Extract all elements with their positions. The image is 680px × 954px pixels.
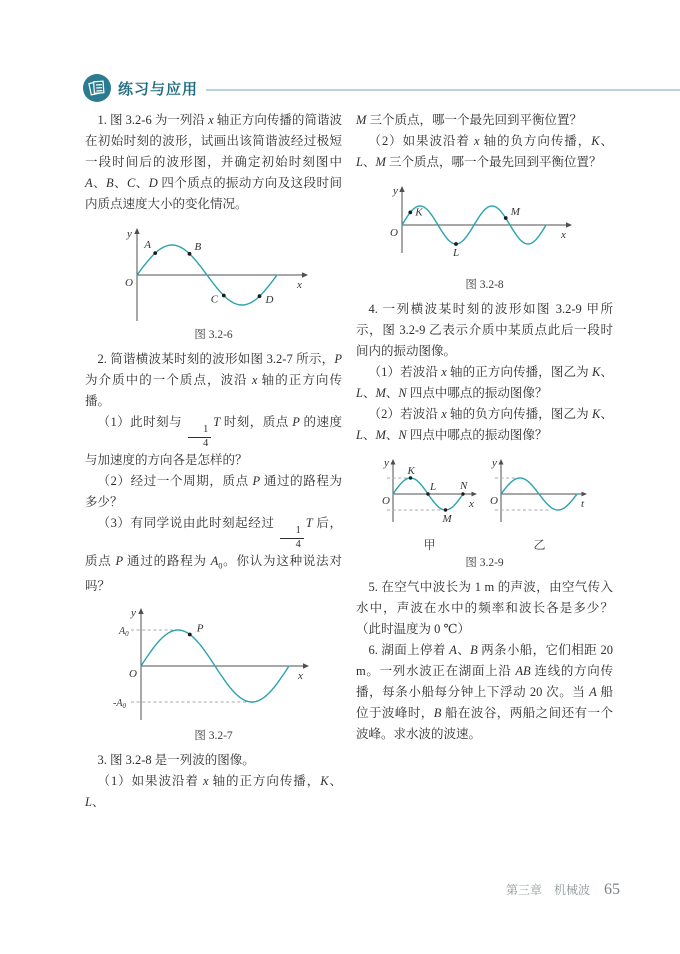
x-axis-arrow bbox=[581, 492, 587, 497]
point-dot-D bbox=[258, 294, 262, 298]
point-dot-M bbox=[504, 216, 508, 220]
question-2-text: 2. 简谐横波某时刻的波形如图 3.2-7 所示，P 为介质中的一个质点，波沿 x 轴的正方向传播。 bbox=[85, 352, 342, 408]
figure-3-2-8 bbox=[356, 183, 613, 293]
wave-plot-329-jia bbox=[379, 456, 481, 538]
figure-3-2-9 bbox=[356, 456, 613, 571]
question-1-text: 1. 图 3.2-6 为一列沿 x 轴正方向传播的简谐波在初始时刻的波形，试画出该简谐波经过极短一段时间后的波形图，并确定初始时刻图中 A、B、C、D 四个质点的振动方向及这段时间内质点速度大小的变化情况。 bbox=[85, 113, 342, 211]
point-label-P: P bbox=[196, 622, 204, 635]
origin-label: O bbox=[489, 495, 498, 507]
question-4-text: 4. 一列横波某时刻的波形如图 3.2-9 甲所示，图 3.2-9 乙表示介质中某质点此后一段时间内的振动图像。 bbox=[356, 302, 613, 358]
point-dot-M bbox=[443, 508, 446, 511]
question-4-2-text: （2）若波沿 x 轴的负方向传播，图乙为 K、L、M、N 四点中哪点的振动图像？ bbox=[356, 407, 613, 442]
y-axis-label: y bbox=[393, 185, 398, 197]
exercise-icon-svg bbox=[82, 73, 112, 103]
point-dot-P bbox=[188, 633, 192, 637]
section-title: 练习与应用 bbox=[118, 81, 199, 98]
figure-caption-327: 图 3.2-7 bbox=[194, 730, 233, 743]
left-column bbox=[85, 110, 342, 813]
y-axis-label: y bbox=[127, 228, 132, 240]
figure-caption-328: 图 3.2-8 bbox=[465, 279, 504, 291]
amplitude-label: $A_0$ bbox=[119, 626, 129, 639]
header-rule bbox=[206, 89, 680, 91]
figure-3-2-6 bbox=[85, 225, 342, 343]
y-axis-arrow bbox=[498, 459, 503, 465]
point-label-L: L bbox=[453, 247, 460, 259]
point-dot-L bbox=[454, 242, 458, 246]
question-2-3-text: （3）有同学说由此时刻起经过 $\frac{1}{4}$ T 后，质点 P 通过的路程为 $A_0$。你认为这种说法对吗？ bbox=[85, 515, 342, 594]
wave-plot-327 bbox=[111, 604, 316, 726]
point-label-N: N bbox=[459, 480, 467, 492]
figure-3-2-7 bbox=[85, 604, 342, 744]
x-axis-label: x bbox=[561, 229, 566, 241]
question-4-1-text: （1）若波沿 x 轴的正方向传播，图乙为 K、L、M、N 四点中哪点的振动图像？ bbox=[356, 365, 613, 400]
question-2-1-text: （1）此时刻与 $\frac{1}{4}$ T 时刻，质点 P 的速度与加速度的方向各是怎样的？ bbox=[85, 415, 342, 467]
question-3-2-text: （2）如果波沿着 x 轴的负方向传播，K、L、M 三个质点，哪一个最先回到平衡位置？ bbox=[356, 134, 613, 169]
y-axis-label: y bbox=[131, 607, 136, 620]
subfigure-jia bbox=[379, 456, 481, 553]
point-dot-K bbox=[408, 211, 412, 215]
point-label-M: M bbox=[510, 206, 520, 218]
point-label-L: L bbox=[429, 481, 436, 493]
wave-plot-329-yi bbox=[489, 456, 591, 538]
point-label-K: K bbox=[407, 465, 415, 477]
x-axis-arrow bbox=[471, 492, 477, 497]
point-label-K: K bbox=[415, 206, 423, 219]
y-axis-label: y bbox=[491, 457, 497, 469]
subfigure-jia-label: 甲 bbox=[423, 538, 436, 552]
point-dot-B bbox=[188, 252, 192, 256]
neg-amplitude-label: $-A_0$ bbox=[113, 698, 126, 711]
y-axis-arrow bbox=[134, 228, 139, 234]
y-axis-arrow bbox=[138, 608, 143, 614]
x-axis-label: x bbox=[468, 498, 474, 510]
chapter-label: 第三章 机械波 bbox=[505, 883, 590, 897]
subfigure-yi-label: 乙 bbox=[533, 538, 546, 552]
x-axis-arrow bbox=[303, 663, 309, 668]
exercise-icon bbox=[82, 73, 112, 103]
question-3-1b-text: M 三个质点，哪一个最先回到平衡位置？ bbox=[356, 113, 583, 127]
t-axis-label: t bbox=[580, 498, 584, 510]
subfigure-yi bbox=[489, 456, 591, 553]
right-column bbox=[356, 110, 613, 745]
page-footer bbox=[0, 881, 620, 899]
y-axis-arrow bbox=[399, 186, 404, 192]
point-label-A: A bbox=[144, 239, 151, 252]
wave-plot-326 bbox=[111, 225, 316, 325]
origin-label: O bbox=[129, 668, 137, 681]
figure-caption-329: 图 3.2-9 bbox=[465, 557, 504, 569]
y-axis-arrow bbox=[390, 459, 395, 465]
origin-label: O bbox=[381, 495, 390, 507]
page-number: 65 bbox=[604, 881, 620, 898]
figure-caption-326: 图 3.2-6 bbox=[194, 329, 233, 341]
point-dot-C bbox=[222, 294, 226, 298]
point-dot-A bbox=[153, 251, 157, 255]
x-axis-label: x bbox=[298, 670, 303, 683]
point-label-B: B bbox=[194, 240, 202, 253]
x-axis-arrow bbox=[302, 272, 308, 277]
figure-3-2-9-pair bbox=[356, 456, 613, 553]
question-3-text: 3. 图 3.2-8 是一列波的图像。 bbox=[97, 753, 255, 768]
origin-label: O bbox=[125, 277, 133, 289]
question-2-2-text: （2）经过一个周期，质点 P 通过的路程为多少？ bbox=[85, 473, 342, 509]
question-5-text: 5. 在空气中波长为 1 m 的声波，由空气传入水中，声波在水中的频率和波长各是多少？（此时温度为 0 ℃） bbox=[356, 580, 613, 636]
point-label-D: D bbox=[265, 294, 274, 307]
y-axis-label: y bbox=[383, 457, 389, 469]
point-dot-N bbox=[461, 492, 464, 495]
x-axis-label: x bbox=[297, 279, 302, 291]
point-label-M: M bbox=[442, 513, 452, 525]
question-6-text: 6. 湖面上停着 A、B 两条小船，它们相距 20 m。一列水波正在湖面上沿 AB 连线的方向传播，每条小船每分钟上下浮动 20 次。当 A 船位于波峰时，B 船在波谷，两船之间还有一个波峰。求水波的波速。 bbox=[356, 643, 613, 741]
origin-label: O bbox=[390, 227, 398, 239]
x-axis-arrow bbox=[566, 222, 572, 227]
question-3-1a-text: （1）如果波沿着 x 轴的正方向传播，K、L、 bbox=[85, 774, 342, 810]
wave-plot-328 bbox=[382, 183, 587, 275]
point-label-C: C bbox=[210, 293, 219, 306]
